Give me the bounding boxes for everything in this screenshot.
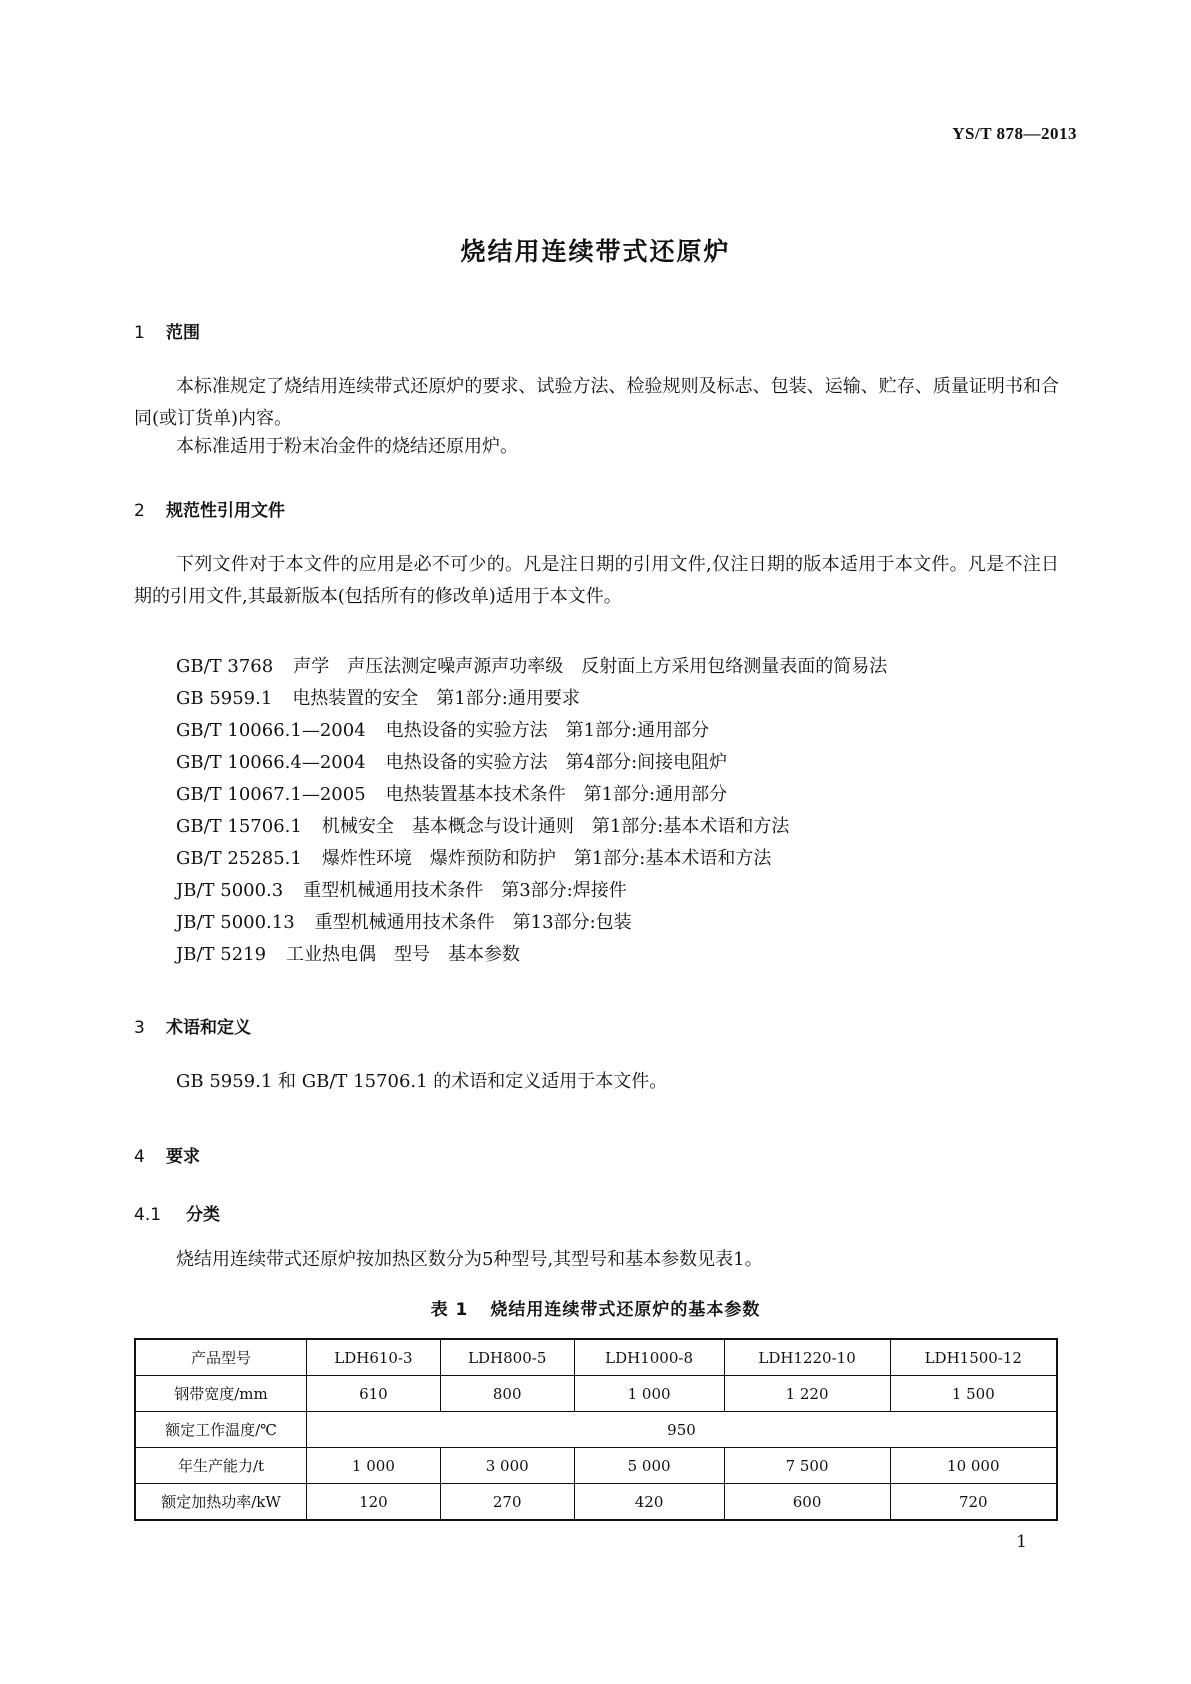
- reference-code: GB 5959.1: [176, 688, 273, 709]
- model-cell: LDH1000-8: [574, 1339, 724, 1376]
- section-number: 2: [134, 501, 145, 521]
- row-header: 额定工作温度/℃: [135, 1412, 307, 1448]
- scope-paragraph-1: 本标准规定了烧结用连续带式还原炉的要求、试验方法、检验规则及标志、包装、运输、贮存、质量证明书和合同(或订货单)内容。: [134, 376, 1059, 429]
- section-3-heading: [134, 1013, 251, 1038]
- reference-item: [176, 811, 887, 843]
- reference-item: [176, 779, 887, 811]
- table-cell: 7 500: [724, 1448, 890, 1484]
- row-header: 产品型号: [135, 1339, 307, 1376]
- reference-name: 声学 声压法测定噪声源声功率级 反射面上方采用包络测量表面的简易法: [293, 656, 888, 677]
- table-cell: 420: [574, 1484, 724, 1521]
- table-cell: 600: [724, 1484, 890, 1521]
- section-number: 3: [134, 1018, 145, 1038]
- table-cell: 5 000: [574, 1448, 724, 1484]
- model-cell: LDH800-5: [440, 1339, 574, 1376]
- table-cell: 120: [307, 1484, 441, 1521]
- reference-item: [176, 939, 887, 971]
- reference-item: [176, 907, 887, 939]
- standard-code: YS/T 878—2013: [952, 124, 1077, 143]
- reference-item: [176, 651, 887, 683]
- table-row: [135, 1484, 1057, 1521]
- table-cell: 1 220: [724, 1376, 890, 1412]
- reference-name: 电热设备的实验方法 第4部分:间接电阻炉: [385, 752, 728, 773]
- table-row: [135, 1448, 1057, 1484]
- reference-item: [176, 747, 887, 779]
- reference-item: [176, 843, 887, 875]
- section-number: 4.1: [134, 1205, 162, 1225]
- classification-paragraph: 烧结用连续带式还原炉按加热区数分为5种型号,其型号和基本参数见表1。: [176, 1249, 763, 1270]
- table-row: [135, 1412, 1057, 1448]
- reference-name: 工业热电偶 型号 基本参数: [286, 944, 521, 965]
- reference-code: GB/T 10067.1—2005: [176, 784, 366, 805]
- section-1-heading: [134, 318, 200, 343]
- section-number: 1: [134, 323, 145, 343]
- table-cell: 800: [440, 1376, 574, 1412]
- section-4-heading: [134, 1142, 200, 1167]
- table-cell: 610: [307, 1376, 441, 1412]
- reference-code: JB/T 5000.13: [176, 912, 295, 933]
- table-row: [135, 1339, 1057, 1376]
- table-cell: 1 000: [307, 1448, 441, 1484]
- page-number: 1: [1016, 1532, 1027, 1552]
- table-cell: 3 000: [440, 1448, 574, 1484]
- section-2-heading: [134, 496, 285, 521]
- reference-code: GB/T 25285.1: [176, 848, 302, 869]
- reference-code: GB/T 10066.1—2004: [176, 720, 366, 741]
- row-header: 年生产能力/t: [135, 1448, 307, 1484]
- references-intro: 下列文件对于本文件的应用是必不可少的。凡是注日期的引用文件,仅注日期的版本适用于本文件。凡是不注日期的引用文件,其最新版本(包括所有的修改单)适用于本文件。: [134, 554, 1059, 607]
- reference-code: JB/T 5219: [176, 944, 267, 965]
- parameters-table: [134, 1338, 1058, 1521]
- table-cell: 270: [440, 1484, 574, 1521]
- section-title: 范围: [166, 323, 200, 343]
- model-cell: LDH610-3: [307, 1339, 441, 1376]
- reference-code: JB/T 5000.3: [176, 880, 284, 901]
- reference-name: 爆炸性环境 爆炸预防和防护 第1部分:基本术语和方法: [321, 848, 772, 869]
- model-cell: LDH1500-12: [890, 1339, 1057, 1376]
- reference-code: GB/T 10066.4—2004: [176, 752, 366, 773]
- table-cell: 720: [890, 1484, 1057, 1521]
- reference-item: [176, 683, 887, 715]
- section-title: 术语和定义: [166, 1018, 251, 1038]
- table-row: [135, 1376, 1057, 1412]
- reference-name: 机械安全 基本概念与设计通则 第1部分:基本术语和方法: [321, 816, 790, 837]
- document-title: 烧结用连续带式还原炉: [460, 237, 731, 266]
- reference-name: 电热设备的实验方法 第1部分:通用部分: [385, 720, 710, 741]
- reference-name: 电热装置的安全 第1部分:通用要求: [292, 688, 580, 709]
- table-cell: 1 000: [574, 1376, 724, 1412]
- table-label: 表 1: [430, 1300, 469, 1320]
- reference-name: 重型机械通用技术条件 第13部分:包装: [314, 912, 632, 933]
- reference-code: GB/T 15706.1: [176, 816, 302, 837]
- reference-name: 电热装置基本技术条件 第1部分:通用部分: [385, 784, 728, 805]
- table-cell: 950: [307, 1412, 1058, 1448]
- row-header: 额定加热功率/kW: [135, 1484, 307, 1521]
- section-title: 规范性引用文件: [166, 501, 285, 521]
- section-4-1-heading: [134, 1200, 220, 1225]
- row-header: 钢带宽度/mm: [135, 1376, 307, 1412]
- section-number: 4: [134, 1147, 145, 1167]
- model-cell: LDH1220-10: [724, 1339, 890, 1376]
- terms-paragraph: GB 5959.1 和 GB/T 15706.1 的术语和定义适用于本文件。: [176, 1071, 668, 1092]
- table-cell: 10 000: [890, 1448, 1057, 1484]
- reference-item: [176, 715, 887, 747]
- section-title: 分类: [186, 1205, 220, 1225]
- scope-paragraph-2: 本标准适用于粉末冶金件的烧结还原用炉。: [176, 436, 518, 457]
- reference-name: 重型机械通用技术条件 第3部分:焊接件: [303, 880, 627, 901]
- section-title: 要求: [166, 1147, 200, 1167]
- reference-list: [176, 651, 887, 971]
- reference-code: GB/T 3768: [176, 656, 274, 677]
- table-caption: [0, 1295, 1191, 1320]
- table-title: 烧结用连续带式还原炉的基本参数: [490, 1300, 761, 1320]
- reference-item: [176, 875, 887, 907]
- table-cell: 1 500: [890, 1376, 1057, 1412]
